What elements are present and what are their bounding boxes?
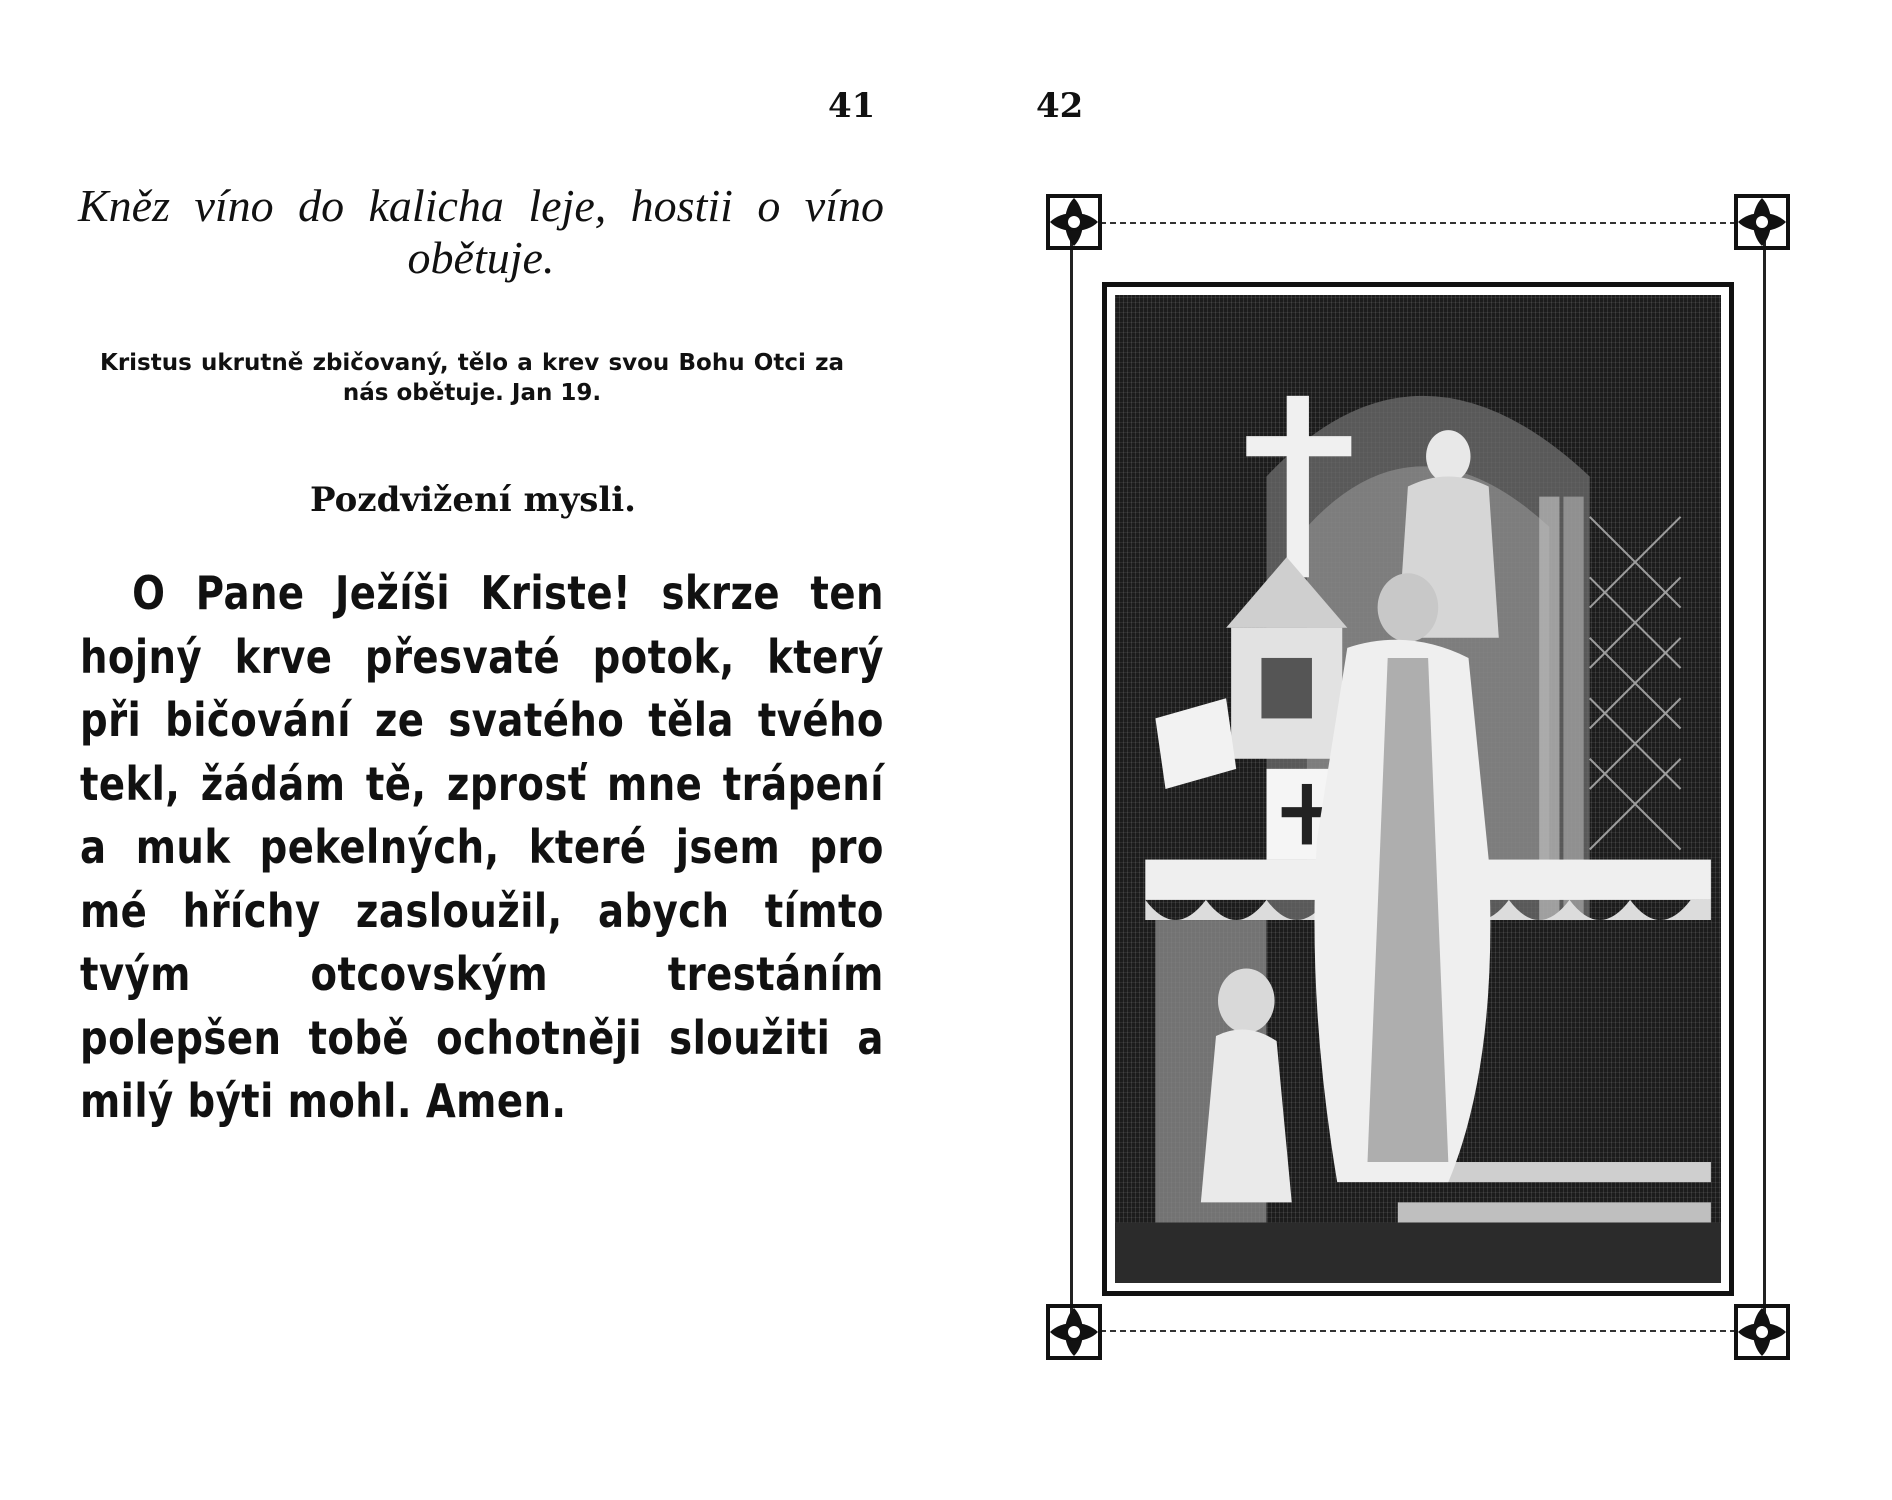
prayer-text: O Pane Ježíši Kriste! skrze ten hojný krve přesvaté potok, který při bičování ze svatého těla tvého tekl, žádám tě, zprosť mne trápení a muk pekelných, které jsem pro mé hříchy zasloužil, abych tímto tvým otcovským trestáním polepšen tobě ochotněji sloužiti a milý býti mohl. Amen.	[80, 566, 884, 1128]
fleuron-ornament-icon	[1042, 1300, 1106, 1364]
column	[1539, 497, 1559, 920]
fleuron-ornament-icon	[1730, 190, 1794, 254]
page-number: 41	[828, 86, 876, 126]
fleuron-ornament-icon	[1042, 190, 1106, 254]
scripture-note: Kristus ukrutně zbičovaný, tělo a krev svou Bohu Otci za nás obětuje. Jan 19.	[100, 350, 844, 406]
fleuron-ornament-icon	[1730, 1300, 1794, 1364]
altar-scene	[1115, 295, 1721, 1283]
lattice-window	[1590, 517, 1681, 850]
altar-engraving	[1115, 295, 1721, 1283]
missal-book	[1155, 698, 1236, 789]
rubric-text: Kněz víno do kalicha leje, hostii o víno obětuje.	[78, 180, 884, 283]
engraving-border	[1102, 282, 1734, 1296]
section-heading: Pozdvižení mysli.	[309, 480, 637, 520]
child-body	[1201, 1030, 1292, 1203]
page-number: 42	[1036, 86, 1084, 126]
priest-head	[1378, 573, 1439, 642]
child-head	[1218, 968, 1275, 1033]
altar-step	[1418, 1162, 1711, 1182]
floor	[1115, 1223, 1721, 1283]
right-page	[946, 0, 1892, 1500]
column	[1563, 497, 1583, 920]
statue-head	[1426, 430, 1470, 482]
altar-step	[1398, 1202, 1711, 1222]
